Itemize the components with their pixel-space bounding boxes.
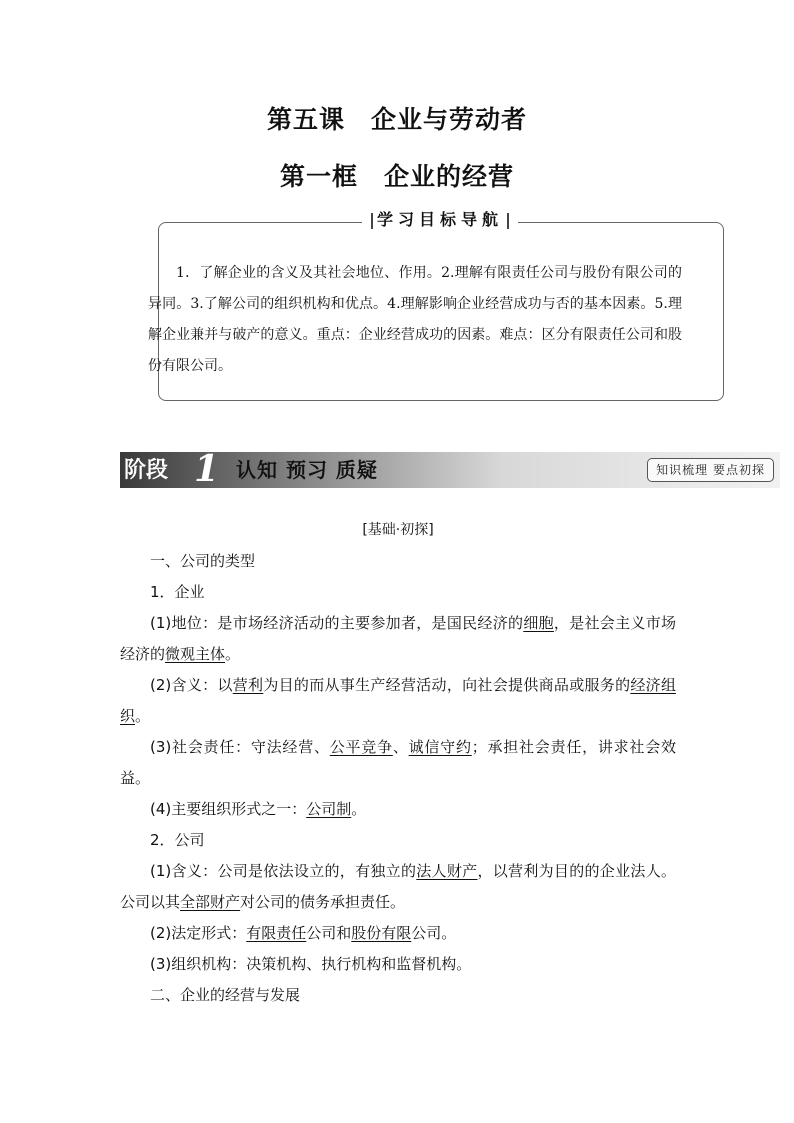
text: ，是社会主义市场经济的: [120, 614, 676, 663]
label-bar-right: [507, 213, 509, 229]
label-bar-left: [371, 213, 373, 229]
blank-answer: 股份有限: [351, 924, 412, 942]
blank-answer: 公司制: [306, 800, 352, 818]
blank-answer: 经济组织: [120, 676, 676, 725]
text: (2)法定形式：: [150, 924, 247, 942]
objectives-label: [362, 207, 518, 233]
stage-banner: [120, 448, 780, 490]
text: (4)主要组织形式之一：: [150, 800, 307, 818]
stage-prefix: 阶段: [124, 457, 169, 483]
text: 。: [225, 645, 241, 663]
blank-answer: 细胞: [523, 614, 554, 632]
heading-1-2: 2．公司: [150, 831, 205, 849]
text: (1)含义：公司是依法设立的，有独立的: [150, 862, 417, 880]
text: 。: [135, 707, 151, 725]
subheading: [基础·初探]: [362, 522, 434, 538]
heading-1-1: 1．企业: [150, 583, 205, 601]
lesson-title: 第五课 企业与劳动者: [266, 105, 527, 134]
blank-answer: 公平竞争: [329, 738, 393, 756]
heading-1: 一、公司的类型: [150, 552, 256, 570]
paragraph-form: [120, 794, 676, 825]
section-title: 第一框 企业的经营: [279, 162, 514, 191]
text: 对公司的债务承担责任。: [240, 893, 406, 911]
heading-2: 二、企业的经营与发展: [150, 986, 301, 1004]
blank-answer: 诚信守约: [408, 738, 472, 756]
stage-number: 1: [194, 448, 220, 490]
paragraph-meaning: [120, 670, 676, 732]
text: 为目的而从事生产经营活动，向社会提供商品或服务的: [263, 676, 631, 694]
text: 公司和: [306, 924, 352, 942]
stage-title: 认知 预习 质疑: [236, 458, 378, 482]
blank-answer: 全部财产: [180, 893, 241, 911]
blank-answer: 营利: [232, 676, 264, 694]
blank-answer: 法人财产: [416, 862, 478, 880]
text: ，以营利为目的的企业法人。公司以其: [120, 862, 676, 911]
text: 公司。: [411, 924, 457, 942]
text: (3)社会责任：守法经营、: [150, 738, 330, 756]
paragraph-legal-form: [120, 918, 676, 949]
text: (2)含义：以: [150, 676, 233, 694]
paragraph-status: [120, 608, 676, 670]
text: 、: [392, 738, 409, 756]
blank-answer: 微观主体: [165, 645, 226, 663]
objectives-label-text: 学习目标导航: [376, 210, 503, 229]
objectives-text: 1．了解企业的含义及其社会地位、作用。2.理解有限责任公司与股份有限公司的异同。3.了解公司的组织机构和优点。4.理解影响企业经营成功与否的基本因素。5.理解企业兼并与破产的意义。重点：企业经营成功的因素。难点：区分有限责任公司和股份有限公司。: [148, 265, 682, 374]
text: ；承担社会责任，讲求社会效益。: [120, 738, 676, 787]
paragraph-company-meaning: [120, 856, 676, 918]
content-body: [120, 515, 676, 1011]
text: (1)地位：是市场经济活动的主要参加者，是国民经济的: [150, 614, 524, 632]
stage-tag: 知识梳理 要点初探: [647, 458, 774, 482]
paragraph-organization: (3)组织机构：决策机构、执行机构和监督机构。: [150, 955, 472, 973]
blank-answer: 有限责任: [246, 924, 307, 942]
paragraph-responsibility: [120, 732, 676, 794]
text: 。: [351, 800, 367, 818]
